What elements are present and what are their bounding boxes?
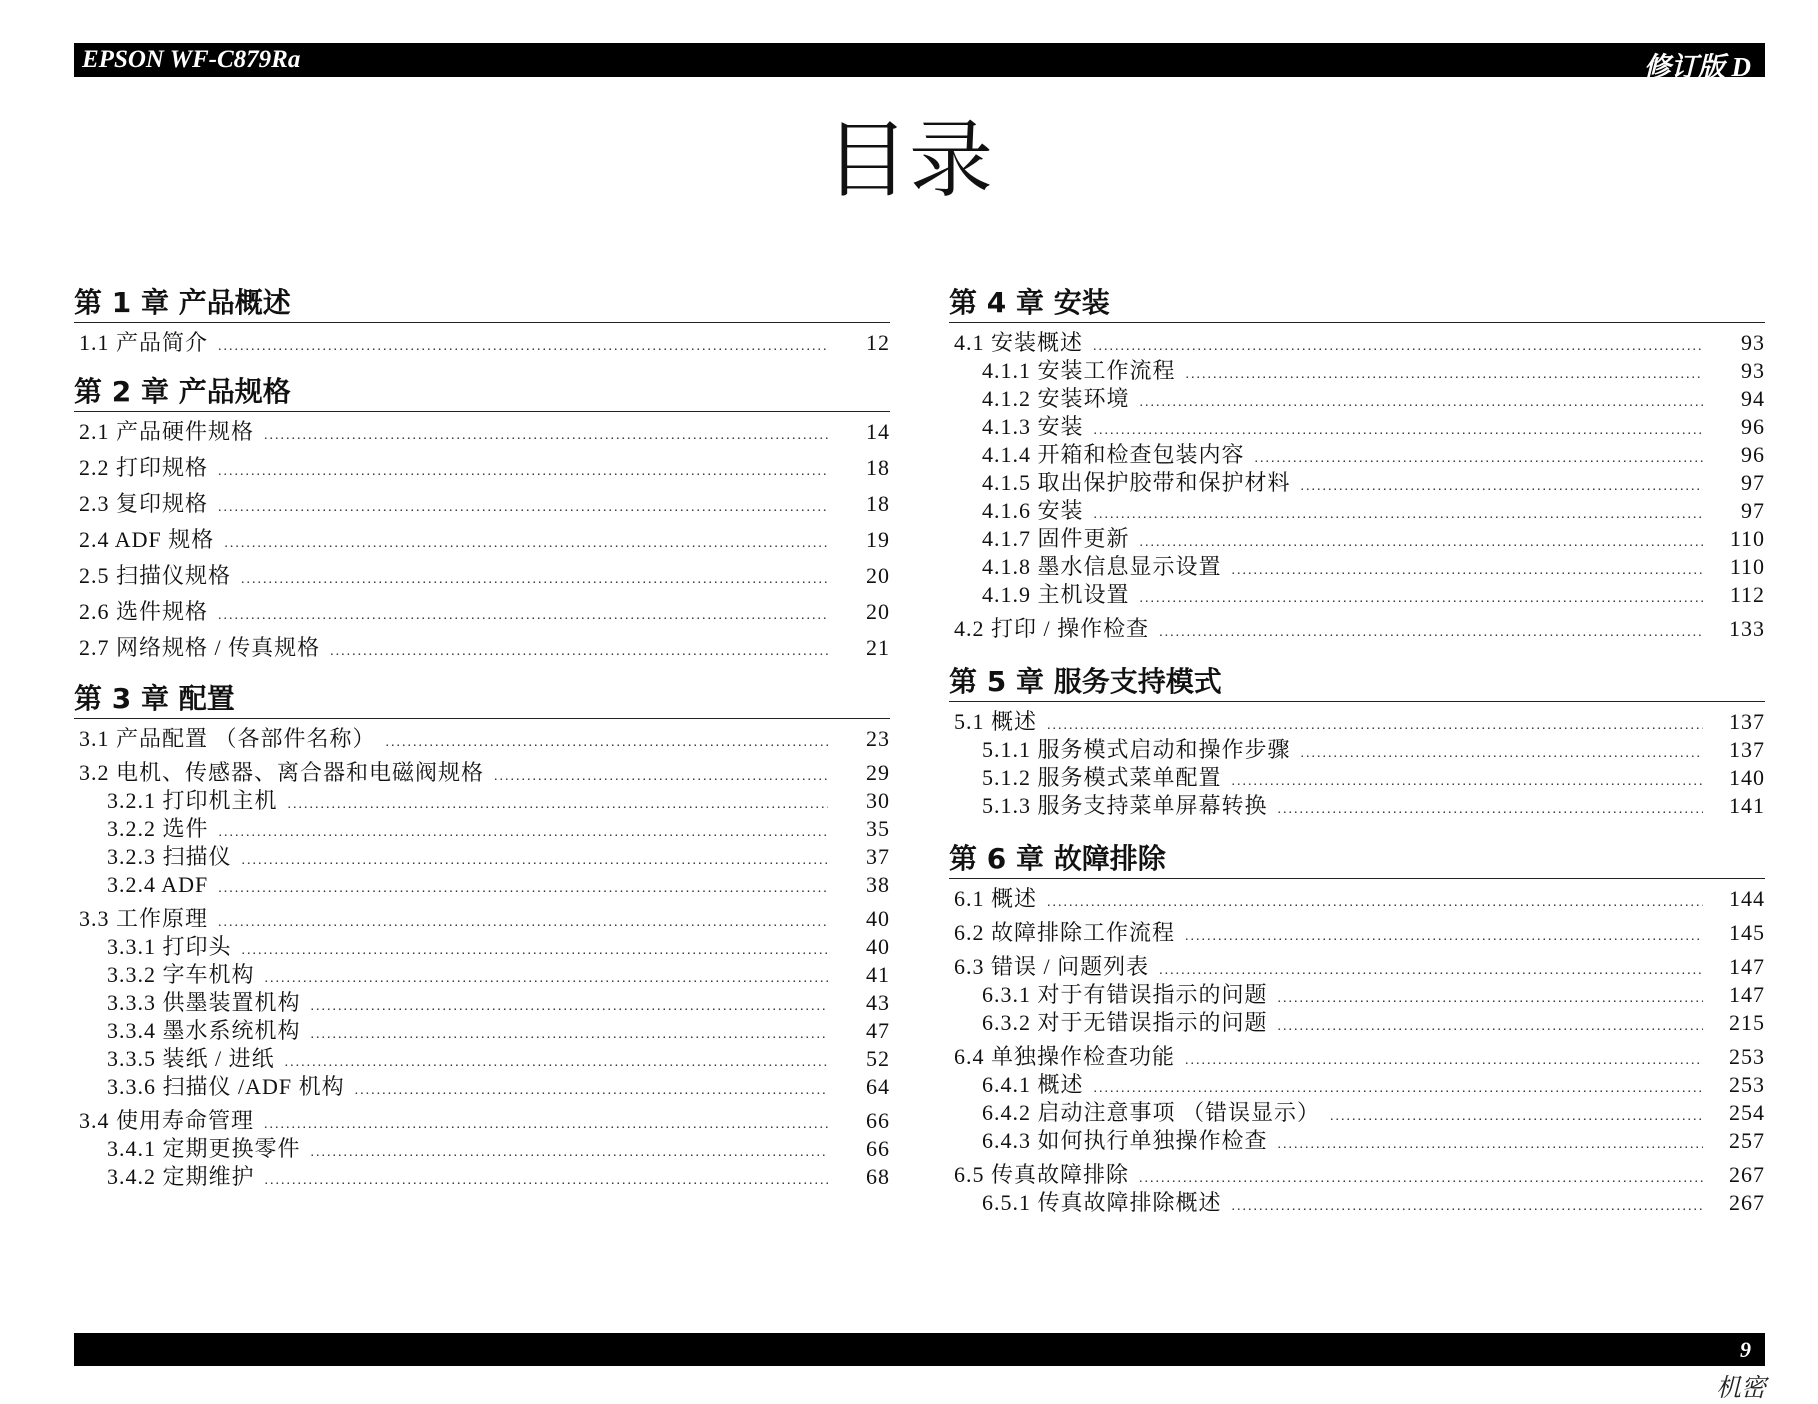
dot-leader (242, 942, 828, 960)
chapter-title[interactable]: 第 2 章 产品规格 (74, 375, 890, 412)
toc-entry-label: 4.1.8 墨水信息显示设置 (982, 554, 1222, 579)
chapter-title[interactable]: 第 6 章 故障排除 (949, 842, 1765, 879)
dot-leader (1159, 624, 1703, 642)
dot-leader (241, 571, 828, 589)
dot-leader (219, 824, 828, 842)
toc-entry-page: 267 (1729, 1162, 1765, 1187)
toc-entry[interactable] (74, 933, 890, 961)
dot-leader (1301, 745, 1703, 763)
toc-entry-page: 97 (1741, 498, 1765, 523)
toc-entry-page: 12 (866, 330, 890, 355)
toc-entry[interactable] (74, 989, 890, 1017)
toc-chapter (949, 842, 1765, 1217)
toc-entry[interactable] (74, 961, 890, 989)
chapter-title[interactable]: 第 5 章 服务支持模式 (949, 665, 1765, 702)
toc-entry[interactable] (74, 598, 890, 626)
toc-entry[interactable] (949, 1043, 1765, 1071)
page-title: 目录 (824, 111, 993, 209)
dot-leader (1140, 534, 1703, 552)
toc-entry[interactable] (74, 759, 890, 787)
dot-leader (1255, 450, 1703, 468)
dot-leader (494, 768, 828, 786)
toc-entry-label: 3.3.6 扫描仪 /ADF 机构 (107, 1074, 345, 1099)
toc-entry-label: 6.4.2 启动注意事项 （错误显示） (982, 1100, 1321, 1125)
toc-entry-page: 40 (866, 906, 890, 931)
toc-entry-label: 3.4.2 定期维护 (107, 1164, 255, 1189)
toc-entry[interactable] (74, 1073, 890, 1101)
chapter-title[interactable]: 第 1 章 产品概述 (74, 286, 890, 323)
toc-entry-page: 14 (866, 419, 890, 444)
toc-entry-page: 110 (1729, 554, 1765, 579)
toc-entry-page: 37 (866, 844, 890, 869)
toc-entry[interactable] (949, 1127, 1765, 1155)
toc-entry-label: 6.5.1 传真故障排除概述 (982, 1190, 1222, 1215)
toc-entry[interactable] (74, 905, 890, 933)
dot-leader (1140, 394, 1703, 412)
toc-entry-page: 40 (866, 934, 890, 959)
toc-chapter (74, 286, 890, 357)
dot-leader (218, 914, 828, 932)
toc-entry-label: 6.5 传真故障排除 (954, 1162, 1130, 1187)
toc-entry-page: 145 (1729, 920, 1765, 945)
toc-entry-page: 253 (1729, 1072, 1765, 1097)
toc-chapter (74, 375, 890, 662)
toc-entry-page: 66 (866, 1108, 890, 1133)
toc-entry-label: 3.4.1 定期更换零件 (107, 1136, 301, 1161)
toc-entry-label: 3.3.4 墨水系统机构 (107, 1018, 301, 1043)
dot-leader (1159, 962, 1703, 980)
toc-entry[interactable] (949, 615, 1765, 643)
toc-entry-label: 5.1.1 服务模式启动和操作步骤 (982, 737, 1291, 762)
toc-entry-label: 6.4 单独操作检查功能 (954, 1044, 1176, 1069)
dot-leader (1278, 1136, 1703, 1154)
dot-leader (224, 535, 828, 553)
dot-leader (218, 607, 828, 625)
dot-leader (218, 880, 828, 898)
toc-entry-page: 144 (1729, 886, 1765, 911)
toc-entry-page: 94 (1741, 386, 1765, 411)
toc-entry-label: 3.2.3 扫描仪 (107, 844, 232, 869)
toc-entry-label: 5.1.3 服务支持菜单屏幕转换 (982, 793, 1268, 818)
dot-leader (285, 1054, 828, 1072)
toc-entry[interactable] (74, 490, 890, 518)
dot-leader (218, 499, 828, 517)
toc-entry[interactable] (74, 815, 890, 843)
toc-entry-label: 3.2.2 选件 (107, 816, 209, 841)
footer-bar (74, 1333, 1765, 1366)
toc-entry[interactable] (949, 469, 1765, 497)
toc-entry-page: 38 (866, 872, 890, 897)
toc-entry[interactable] (74, 725, 890, 753)
dot-leader (218, 338, 828, 356)
toc-entry-page: 20 (866, 563, 890, 588)
toc-entry-label: 3.3.1 打印头 (107, 934, 232, 959)
toc-entry[interactable] (74, 1163, 890, 1191)
toc-entry[interactable] (949, 1071, 1765, 1099)
toc-entry-page: 96 (1741, 442, 1765, 467)
page-number: 9 (1740, 1337, 1751, 1362)
toc-entry-page: 137 (1729, 709, 1765, 734)
toc-entry-page: 66 (866, 1136, 890, 1161)
toc-entry[interactable] (949, 357, 1765, 385)
toc-entry[interactable] (74, 329, 890, 357)
toc-entry-label: 4.1.2 安装环境 (982, 386, 1130, 411)
toc-entry[interactable] (949, 525, 1765, 553)
toc-entry-page: 141 (1729, 793, 1765, 818)
toc-entry[interactable] (74, 454, 890, 482)
toc-entry-label: 2.1 产品硬件规格 (79, 419, 255, 444)
toc-entry-page: 68 (866, 1164, 890, 1189)
toc-entry[interactable] (74, 562, 890, 590)
toc-entry[interactable] (74, 843, 890, 871)
toc-entry-page: 43 (866, 990, 890, 1015)
toc-entry-page: 18 (866, 455, 890, 480)
toc-entry-label: 4.1.5 取出保护胶带和保护材料 (982, 470, 1291, 495)
toc-entry-label: 6.4.3 如何执行单独操作检查 (982, 1128, 1268, 1153)
toc-entry-label: 6.2 故障排除工作流程 (954, 920, 1176, 945)
toc-entry-label: 5.1 概述 (954, 709, 1038, 734)
toc-entry[interactable] (949, 792, 1765, 820)
toc-entry-page: 215 (1729, 1010, 1765, 1035)
toc-entry-label: 4.1.9 主机设置 (982, 582, 1130, 607)
toc-entry-page: 254 (1729, 1100, 1765, 1125)
toc-entry-label: 3.4 使用寿命管理 (79, 1108, 255, 1133)
toc-entry[interactable] (949, 708, 1765, 736)
toc-entry[interactable] (949, 1099, 1765, 1127)
toc-entry[interactable] (74, 418, 890, 446)
toc-entry-page: 93 (1741, 358, 1765, 383)
toc-entry-page: 93 (1741, 330, 1765, 355)
dot-leader (265, 970, 828, 988)
toc-entry-label: 2.3 复印规格 (79, 491, 209, 516)
toc-entry-page: 97 (1741, 470, 1765, 495)
dot-leader (1094, 422, 1703, 440)
toc-entry[interactable] (949, 581, 1765, 609)
toc-entry-label: 3.3.3 供墨装置机构 (107, 990, 301, 1015)
toc-chapter (74, 682, 890, 1191)
toc-entry-page: 23 (866, 726, 890, 751)
toc-entry[interactable] (949, 736, 1765, 764)
toc-entry-label: 6.3.1 对于有错误指示的问题 (982, 982, 1268, 1007)
dot-leader (265, 1172, 828, 1190)
toc-entry-page: 64 (866, 1074, 890, 1099)
dot-leader (311, 998, 828, 1016)
toc-entry-label: 2.6 选件规格 (79, 599, 209, 624)
toc-entry-page: 137 (1729, 737, 1765, 762)
toc-entry[interactable] (74, 871, 890, 899)
toc-entry-label: 4.1.3 安装 (982, 414, 1084, 439)
toc-entry-page: 253 (1729, 1044, 1765, 1069)
dot-leader (264, 427, 828, 445)
header-product-name: EPSON WF-C879Ra (82, 46, 301, 73)
dot-leader (1140, 590, 1703, 608)
dot-leader (1047, 894, 1703, 912)
toc-entry-page: 267 (1729, 1190, 1765, 1215)
toc-entry[interactable] (949, 1161, 1765, 1189)
chapter-title[interactable]: 第 4 章 安装 (949, 286, 1765, 323)
toc-entry[interactable] (74, 1107, 890, 1135)
toc-entry-page: 29 (866, 760, 890, 785)
toc-entry-page: 147 (1729, 954, 1765, 979)
toc-entry-label: 2.5 扫描仪规格 (79, 563, 232, 588)
toc-entry-label: 4.1 安装概述 (954, 330, 1084, 355)
dot-leader (311, 1026, 828, 1044)
dot-leader (218, 463, 828, 481)
toc-entry-label: 6.1 概述 (954, 886, 1038, 911)
dot-leader (1093, 338, 1703, 356)
dot-leader (1047, 717, 1703, 735)
confidential-label: 机密 (1715, 1375, 1766, 1402)
toc-entry-page: 47 (866, 1018, 890, 1043)
toc-entry-label: 2.7 网络规格 / 传真规格 (79, 635, 321, 660)
dot-leader (1330, 1108, 1703, 1126)
dot-leader (1185, 928, 1703, 946)
toc-entry-label: 6.4.1 概述 (982, 1072, 1084, 1097)
toc-entry[interactable] (949, 953, 1765, 981)
toc-entry-page: 21 (866, 635, 890, 660)
toc-entry-label: 3.2.1 打印机主机 (107, 788, 278, 813)
toc-entry[interactable] (949, 385, 1765, 413)
toc-left-column (74, 286, 890, 1191)
dot-leader (1094, 506, 1703, 524)
toc-entry-label: 1.1 产品简介 (79, 330, 209, 355)
toc-entry[interactable] (74, 634, 890, 662)
toc-entry-page: 257 (1729, 1128, 1765, 1153)
toc-entry-page: 52 (866, 1046, 890, 1071)
toc-entry-label: 3.1 产品配置 （各部件名称） (79, 726, 376, 751)
toc-entry-label: 3.3.2 字车机构 (107, 962, 255, 987)
dot-leader (1278, 801, 1703, 819)
toc-entry[interactable] (949, 1189, 1765, 1217)
header-bar (74, 43, 1765, 82)
dot-leader (1185, 1052, 1703, 1070)
toc-chapter (949, 286, 1765, 643)
toc-entry[interactable] (949, 497, 1765, 525)
toc-entry[interactable] (74, 526, 890, 554)
toc-entry-page: 112 (1729, 582, 1765, 607)
toc-entry-label: 3.2 电机、传感器、离合器和电磁阀规格 (79, 760, 485, 785)
dot-leader (1094, 1080, 1703, 1098)
toc-entry[interactable] (949, 919, 1765, 947)
toc-entry[interactable] (949, 981, 1765, 1009)
toc-entry[interactable] (949, 413, 1765, 441)
toc-entry-page: 110 (1729, 526, 1765, 551)
toc-entry-label: 2.4 ADF 规格 (79, 527, 215, 552)
dot-leader (386, 734, 828, 752)
toc-entry-label: 4.1.1 安装工作流程 (982, 358, 1176, 383)
dot-leader (355, 1082, 828, 1100)
toc-entry-page: 30 (866, 788, 890, 813)
toc-entry[interactable] (949, 885, 1765, 913)
toc-entry-page: 140 (1729, 765, 1765, 790)
dot-leader (242, 852, 828, 870)
toc-entry-label: 4.1.6 安装 (982, 498, 1084, 523)
toc-entry[interactable] (949, 441, 1765, 469)
dot-leader (288, 796, 828, 814)
toc-entry-label: 4.1.7 固件更新 (982, 526, 1130, 551)
dot-leader (1278, 990, 1703, 1008)
toc-entry-label: 6.3.2 对于无错误指示的问题 (982, 1010, 1268, 1035)
dot-leader (1232, 1198, 1703, 1216)
toc-right-column (949, 286, 1765, 1217)
toc-entry-page: 96 (1741, 414, 1765, 439)
toc-entry-label: 3.3 工作原理 (79, 906, 209, 931)
toc-entry-label: 5.1.2 服务模式菜单配置 (982, 765, 1222, 790)
toc-entry-page: 41 (866, 962, 890, 987)
dot-leader (1278, 1018, 1703, 1036)
toc-entry[interactable] (949, 1009, 1765, 1037)
toc-entry-page: 19 (866, 527, 890, 552)
toc-entry-label: 2.2 打印规格 (79, 455, 209, 480)
dot-leader (311, 1144, 828, 1162)
dot-leader (1232, 773, 1703, 791)
toc-entry-label: 3.3.5 装纸 / 进纸 (107, 1046, 275, 1071)
toc-chapter (949, 665, 1765, 820)
toc-entry[interactable] (74, 1045, 890, 1073)
toc-entry-page: 133 (1729, 616, 1765, 641)
toc-entry[interactable] (74, 787, 890, 815)
header-revision: 修订版 D (1643, 52, 1751, 82)
toc-entry[interactable] (74, 1135, 890, 1163)
toc-entry[interactable] (74, 1017, 890, 1045)
dot-leader (1232, 562, 1703, 580)
toc-entry-label: 4.1.4 开箱和检查包装内容 (982, 442, 1245, 467)
toc-entry-label: 3.2.4 ADF (107, 872, 209, 897)
dot-leader (1301, 478, 1703, 496)
toc-entry-label: 4.2 打印 / 操作检查 (954, 616, 1150, 641)
dot-leader (1186, 366, 1703, 384)
toc-entry-label: 6.3 错误 / 问题列表 (954, 954, 1150, 979)
dot-leader (330, 643, 828, 661)
toc-entry-page: 147 (1729, 982, 1765, 1007)
toc-entry-page: 35 (866, 816, 890, 841)
toc-entry[interactable] (949, 329, 1765, 357)
toc-entry-page: 20 (866, 599, 890, 624)
toc-entry[interactable] (949, 764, 1765, 792)
dot-leader (1139, 1170, 1703, 1188)
dot-leader (264, 1116, 828, 1134)
toc-entry-page: 18 (866, 491, 890, 516)
chapter-title[interactable]: 第 3 章 配置 (74, 682, 890, 719)
toc-entry[interactable] (949, 553, 1765, 581)
